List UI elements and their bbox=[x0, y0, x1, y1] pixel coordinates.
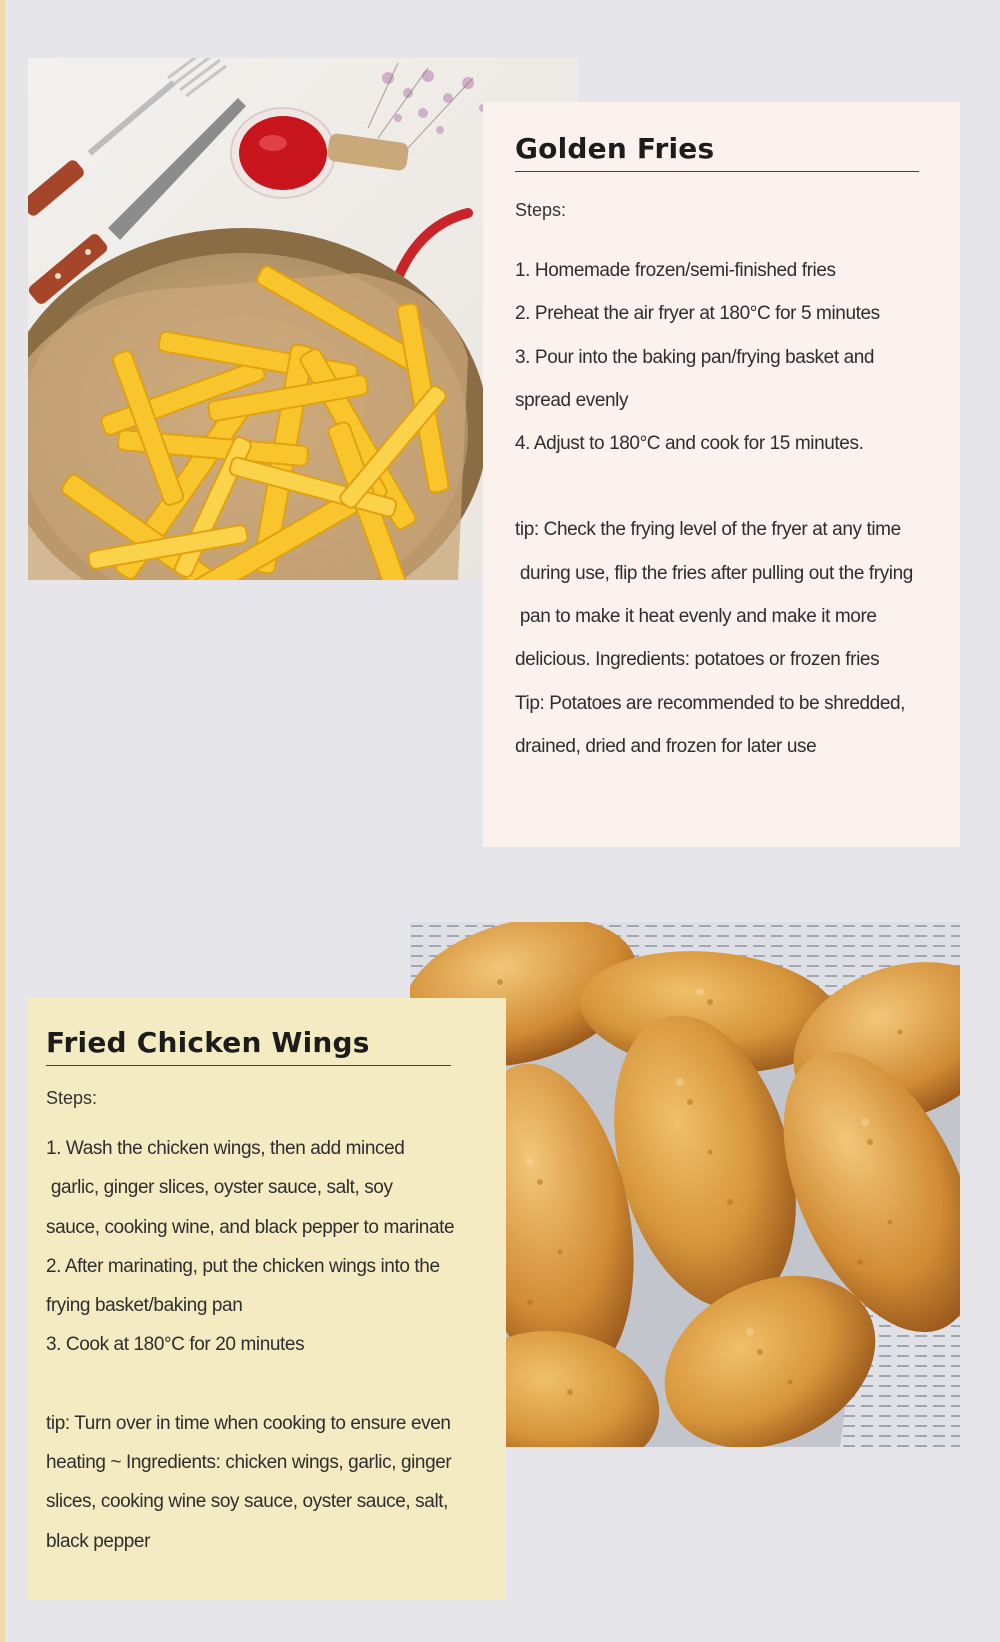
fries-title-underline bbox=[515, 171, 919, 172]
fries-steps-list bbox=[515, 249, 940, 465]
fries-step-line: spread evenly bbox=[515, 389, 629, 411]
wings-recipe-card bbox=[28, 998, 506, 1600]
fries-tip-line: delicious. Ingredients: potatoes or frozen fries bbox=[515, 649, 880, 671]
wings-steps-list bbox=[46, 1129, 492, 1365]
fries-tip-line: drained, dried and frozen for later use bbox=[515, 735, 817, 757]
wings-tip-line: slices, cooking wine soy sauce, oyster sauce, salt, bbox=[46, 1491, 449, 1513]
left-accent-stripe bbox=[0, 0, 5, 1642]
wings-steps-label: Steps: bbox=[46, 1088, 98, 1108]
wings-step-line: 2. After marinating, put the chicken wings into the bbox=[46, 1255, 440, 1277]
fries-step-line: 4. Adjust to 180°C and cook for 15 minutes. bbox=[515, 433, 864, 455]
fries-step-line: 2. Preheat the air fryer at 180°C for 5 minutes bbox=[515, 303, 880, 325]
fries-recipe-card bbox=[483, 102, 960, 847]
fries-step-line: 1. Homemade frozen/semi-finished fries bbox=[515, 260, 836, 281]
fries-tip-line: during use, flip the fries after pulling out the frying bbox=[515, 562, 913, 584]
wings-step-line: garlic, ginger slices, oyster sauce, salt, soy bbox=[46, 1177, 393, 1199]
spacer bbox=[46, 1365, 492, 1404]
wings-step-line: 1. Wash the chicken wings, then add minced bbox=[46, 1138, 405, 1159]
wings-tip bbox=[46, 1404, 492, 1561]
fries-steps-label: Steps: bbox=[515, 200, 567, 220]
fries-tip-line: pan to make it heat evenly and make it more bbox=[515, 606, 877, 628]
fries-tip-line: tip: Check the frying level of the fryer at any time bbox=[515, 519, 901, 541]
wings-tip-line: tip: Turn over in time when cooking to ensure even bbox=[46, 1412, 451, 1434]
spacer bbox=[515, 465, 940, 508]
wings-tip-line: heating ~ Ingredients: chicken wings, garlic, ginger bbox=[46, 1452, 452, 1474]
wings-tip-line: black pepper bbox=[46, 1530, 150, 1552]
wings-step-line: sauce, cooking wine, and black pepper to marinate bbox=[46, 1216, 455, 1238]
fries-tip-line: Tip: Potatoes are recommended to be shredded, bbox=[515, 692, 906, 714]
fries-tip bbox=[515, 508, 940, 768]
wings-step-line: frying basket/baking pan bbox=[46, 1295, 243, 1317]
fries-step-line: 3. Pour into the baking pan/frying basket and bbox=[515, 346, 875, 368]
wings-step-line: 3. Cook at 180°C for 20 minutes bbox=[46, 1334, 305, 1356]
wings-title: Fried Chicken Wings bbox=[46, 1026, 370, 1059]
wings-title-underline bbox=[46, 1065, 451, 1066]
fries-title: Golden Fries bbox=[515, 132, 715, 165]
